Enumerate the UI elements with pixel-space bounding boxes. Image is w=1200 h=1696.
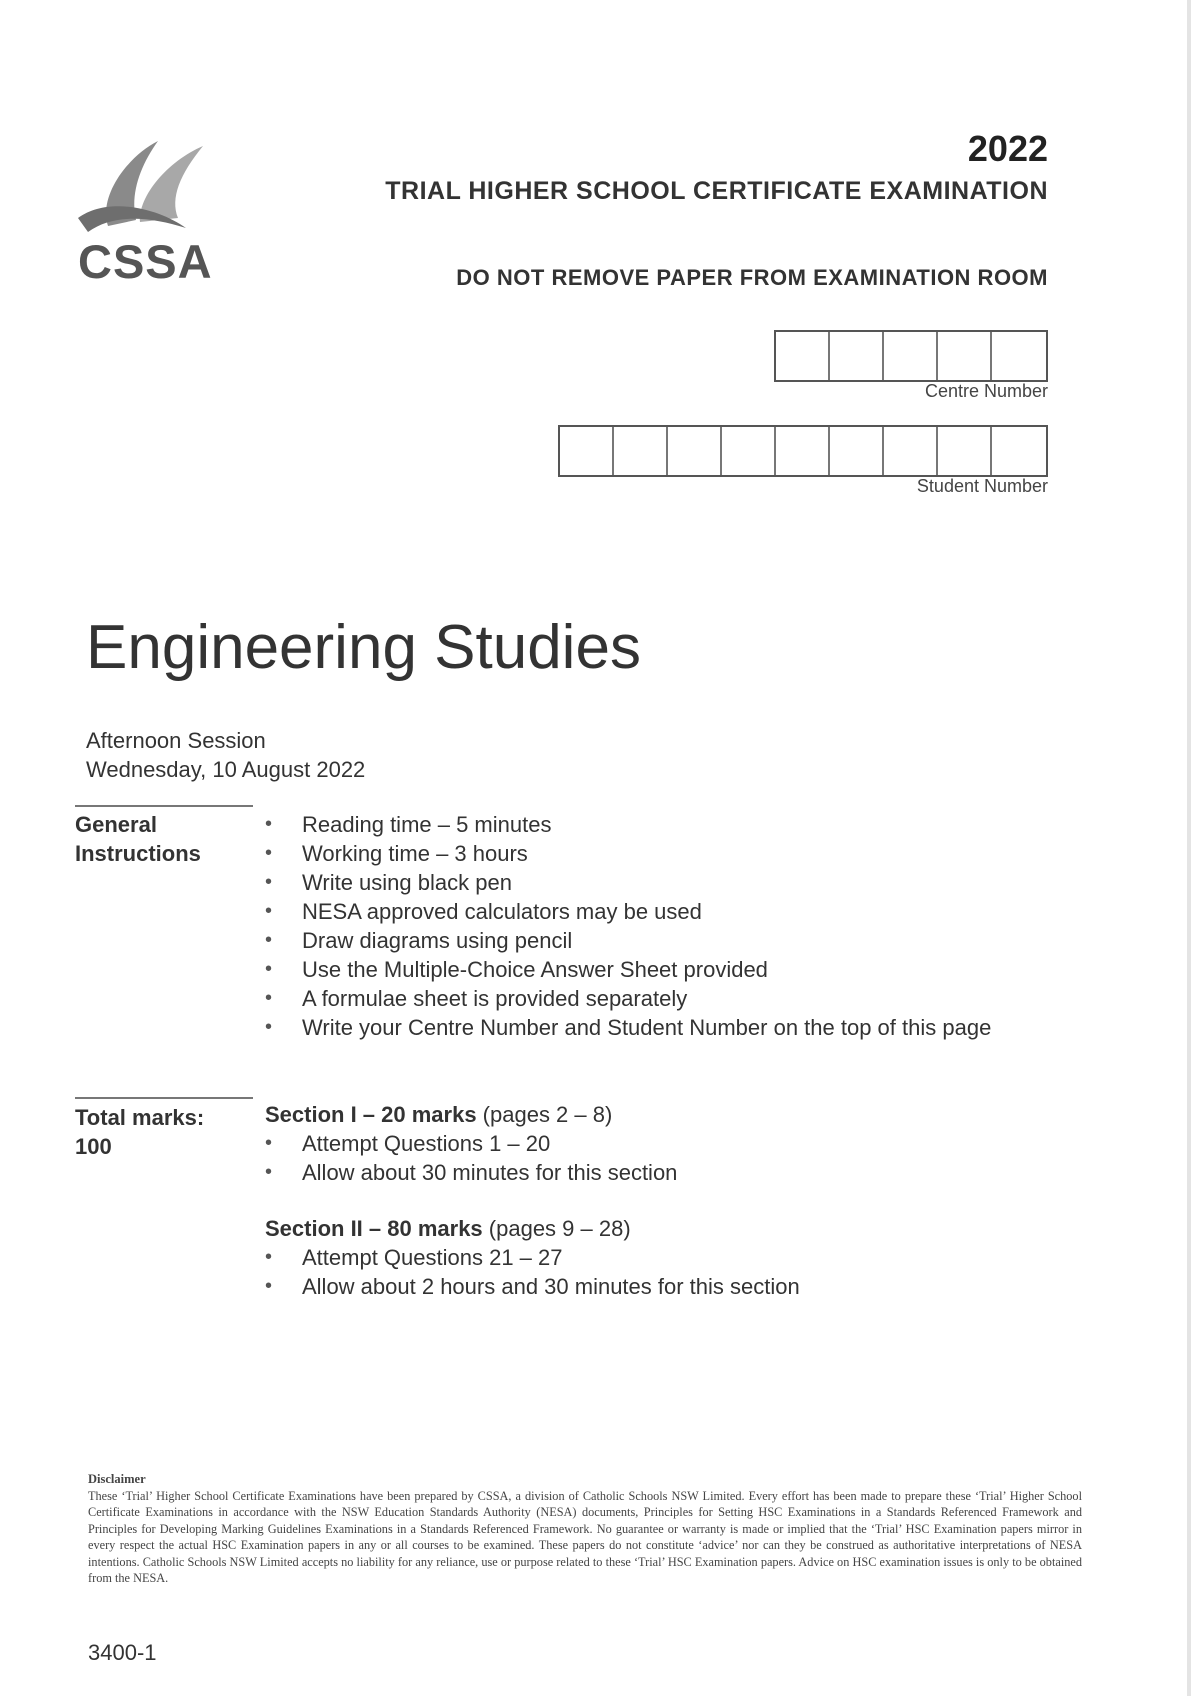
list-item: • Reading time – 5 minutes — [265, 810, 1025, 839]
list-item: • A formulae sheet is provided separately — [265, 984, 1025, 1013]
digit-box[interactable] — [884, 427, 938, 475]
paper-code: 3400-1 — [88, 1640, 157, 1665]
total-marks-heading — [75, 1103, 204, 1161]
disclaimer-text: These ‘Trial’ Higher School Certificate Examinations have been prepared by CSSA, a division of Catholic Schools NSW Limited. Every effort has been made to prepare these ‘Trial’ Higher School Certificate Examinations in accordance with the NSW Education Standards Authority (NESA) documents, Principles for Setting HSC Examinations in a Standards Referenced Framework and Principles for Developing Marking Guidelines Examinations in a Standards Referenced Framework. No guarantee or warranty is made or implied that the ‘Trial’ HSC Examination papers mirror in every respect the actual HSC Examination papers in any or all courses to be examined. These papers do not constitute ‘advice’ nor can they be construed as authoritative interpretations of NESA intentions. Catholic Schools NSW Limited accepts no liability for any reliance, use or purpose related to these ‘Trial’ HSC Examination papers. Advice on HSC examination issues is only to be obtained from the NESA. — [88, 1488, 1082, 1585]
list-item: • Write using black pen — [265, 868, 1025, 897]
list-item: • Attempt Questions 21 – 27 — [265, 1243, 800, 1272]
digit-box[interactable] — [722, 427, 776, 475]
logo-text: CSSA — [78, 235, 213, 288]
student-number-field[interactable] — [558, 425, 1048, 477]
section-2-pages: (pages 9 – 28) — [482, 1216, 631, 1241]
divider-general — [75, 805, 253, 807]
disclaimer — [88, 1471, 1082, 1587]
list-item: • NESA approved calculators may be used — [265, 897, 1025, 926]
digit-box[interactable] — [992, 427, 1046, 475]
section-2-title — [265, 1214, 631, 1243]
centre-number-label: Centre Number — [924, 381, 1048, 401]
section-1-list — [265, 1129, 677, 1187]
exam-room-notice: DO NOT REMOVE PAPER FROM EXAMINATION ROOM — [456, 265, 1048, 290]
page-edge — [1187, 0, 1191, 1696]
cssa-leaf-icon — [78, 136, 228, 236]
session-date: Wednesday, 10 August 2022 — [86, 757, 366, 782]
list-item: • Attempt Questions 1 – 20 — [265, 1129, 677, 1158]
divider-marks — [75, 1097, 253, 1099]
general-instructions-list — [265, 810, 1025, 1042]
section-2-title-bold: Section II – 80 marks — [265, 1216, 483, 1241]
digit-box[interactable] — [938, 427, 992, 475]
digit-box[interactable] — [830, 332, 884, 380]
digit-box[interactable] — [776, 427, 830, 475]
heading-line: Total marks: — [75, 1105, 205, 1130]
digit-box[interactable] — [614, 427, 668, 475]
disclaimer-title: Disclaimer — [88, 1472, 146, 1486]
session-name: Afternoon Session — [86, 728, 266, 753]
general-instructions-heading — [75, 810, 201, 868]
heading-line: General — [75, 812, 157, 837]
digit-box[interactable] — [938, 332, 992, 380]
section-1-title — [265, 1100, 612, 1129]
list-item: • Write your Centre Number and Student Number on the top of this page — [265, 1013, 1025, 1042]
session-info — [86, 726, 365, 784]
digit-box[interactable] — [560, 427, 614, 475]
cssa-logo — [78, 136, 228, 288]
list-item: • Draw diagrams using pencil — [265, 926, 1025, 955]
digit-box[interactable] — [668, 427, 722, 475]
subject-title: Engineering Studies — [86, 613, 641, 682]
heading-line: Instructions — [75, 841, 201, 866]
exam-title: TRIAL HIGHER SCHOOL CERTIFICATE EXAMINATION — [385, 177, 1048, 205]
list-item: • Use the Multiple-Choice Answer Sheet provided — [265, 955, 1025, 984]
digit-box[interactable] — [830, 427, 884, 475]
heading-line: 100 — [75, 1134, 112, 1159]
section-1-pages: (pages 2 – 8) — [476, 1102, 613, 1127]
section-1-title-bold: Section I – 20 marks — [265, 1102, 477, 1127]
section-2-list — [265, 1243, 800, 1301]
digit-box[interactable] — [884, 332, 938, 380]
digit-box[interactable] — [992, 332, 1046, 380]
list-item: • Allow about 30 minutes for this section — [265, 1158, 677, 1187]
list-item: • Allow about 2 hours and 30 minutes for this section — [265, 1272, 800, 1301]
digit-box[interactable] — [776, 332, 830, 380]
exam-year: 2022 — [967, 128, 1048, 169]
list-item: • Working time – 3 hours — [265, 839, 1025, 868]
student-number-label: Student Number — [916, 476, 1048, 496]
centre-number-field[interactable] — [774, 330, 1048, 382]
